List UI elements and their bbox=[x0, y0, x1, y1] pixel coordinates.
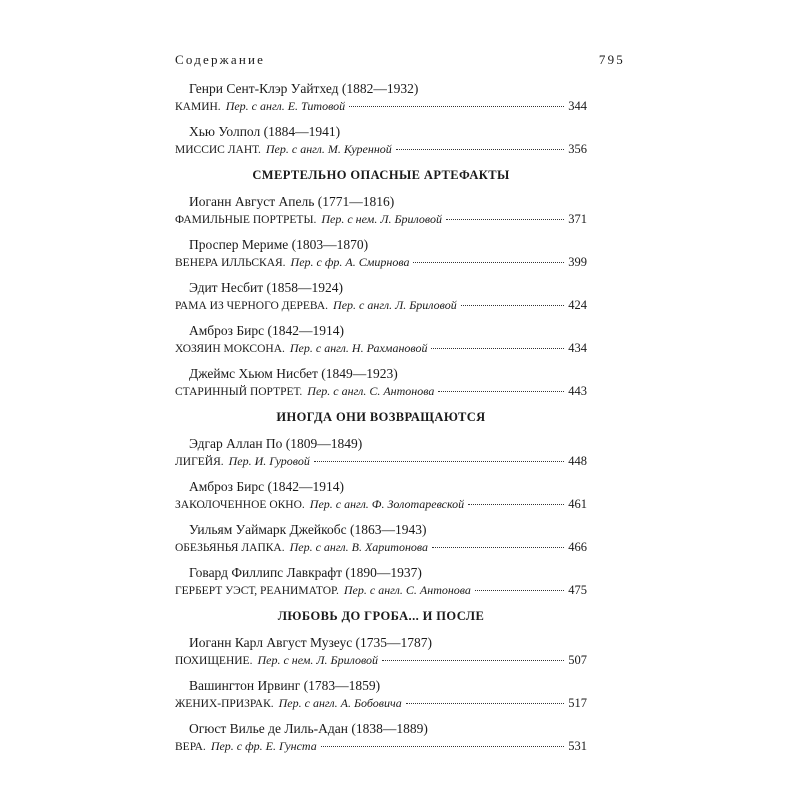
work-title: ЗАКОЛОЧЕННОЕ ОКНО. bbox=[175, 499, 305, 511]
work-line bbox=[175, 340, 587, 358]
dot-leader bbox=[321, 746, 565, 747]
toc-entry bbox=[175, 478, 587, 514]
work-line bbox=[175, 539, 587, 557]
section-heading: СМЕРТЕЛЬНО ОПАСНЫЕ АРТЕФАКТЫ bbox=[252, 168, 510, 182]
translator-credit: Пер. с англ. Е. Титовой bbox=[225, 99, 346, 113]
author-name: Джеймс Хьюм Нисбет (1849—1923) bbox=[189, 366, 398, 381]
author-name: Огюст Вилье де Лиль-Адан (1838—1889) bbox=[189, 721, 428, 736]
dot-leader bbox=[461, 305, 565, 306]
work-page-number: 371 bbox=[568, 212, 587, 226]
translator-credit: Пер. с англ. Ф. Золотаревской bbox=[309, 497, 465, 511]
translator-credit: Пер. с англ. Н. Рахмановой bbox=[289, 341, 428, 355]
work-line bbox=[175, 141, 587, 159]
work-line bbox=[175, 254, 587, 272]
dot-leader bbox=[432, 547, 564, 548]
dot-leader bbox=[406, 703, 565, 704]
author-name: Говард Филлипс Лавкрафт (1890—1937) bbox=[189, 565, 422, 580]
work-title: РАМА ИЗ ЧЕРНОГО ДЕРЕВА. bbox=[175, 300, 329, 312]
work-line bbox=[175, 652, 587, 670]
translator-credit: Пер. с англ. М. Куренной bbox=[265, 142, 392, 156]
translator-credit: Пер. с нем. Л. Бриловой bbox=[321, 212, 442, 226]
work-title: ПОХИЩЕНИЕ. bbox=[175, 655, 253, 667]
work-page-number: 344 bbox=[568, 99, 587, 113]
author-name: Амброз Бирс (1842—1914) bbox=[189, 479, 344, 494]
translator-credit: Пер. с англ. С. Антонова bbox=[343, 583, 471, 597]
work-page-number: 434 bbox=[568, 341, 587, 355]
author-name: Амброз Бирс (1842—1914) bbox=[189, 323, 344, 338]
work-line bbox=[175, 453, 587, 471]
toc-entry bbox=[175, 435, 587, 471]
work-page-number: 461 bbox=[568, 497, 587, 511]
dot-leader bbox=[413, 262, 564, 263]
dot-leader bbox=[349, 106, 564, 107]
toc-entry bbox=[175, 123, 587, 159]
work-title: ФАМИЛЬНЫЕ ПОРТРЕТЫ. bbox=[175, 214, 317, 226]
work-page-number: 424 bbox=[568, 298, 587, 312]
author-name: Проспер Мериме (1803—1870) bbox=[189, 237, 369, 252]
work-page-number: 475 bbox=[568, 583, 587, 597]
table-of-contents bbox=[175, 80, 587, 763]
work-line bbox=[175, 695, 587, 713]
author-name: Иоганн Карл Август Музеус (1735—1787) bbox=[189, 635, 433, 650]
author-name: Иоганн Август Апель (1771—1816) bbox=[189, 194, 395, 209]
translator-credit: Пер. с англ. Л. Бриловой bbox=[333, 298, 457, 312]
author-name: Хью Уолпол (1884—1941) bbox=[189, 124, 341, 139]
toc-entry bbox=[175, 521, 587, 557]
author-name: Эдит Несбит (1858—1924) bbox=[189, 280, 344, 295]
work-line bbox=[175, 496, 587, 514]
author-name: Вашингтон Ирвинг (1783—1859) bbox=[189, 678, 381, 693]
author-name: Эдгар Аллан По (1809—1849) bbox=[189, 436, 363, 451]
work-title: ХОЗЯИН МОКСОНА. bbox=[175, 343, 285, 355]
running-head bbox=[175, 52, 625, 68]
page-number: 795 bbox=[598, 52, 625, 67]
dot-leader bbox=[314, 461, 564, 462]
work-title: СТАРИННЫЙ ПОРТРЕТ. bbox=[175, 386, 303, 398]
work-page-number: 399 bbox=[568, 255, 587, 269]
section-heading: ЛЮБОВЬ ДО ГРОБА... И ПОСЛЕ bbox=[277, 609, 485, 623]
work-title: ЛИГЕЙЯ. bbox=[175, 456, 224, 468]
toc-entry bbox=[175, 193, 587, 229]
work-title: ВЕНЕРА ИЛЛЬСКАЯ. bbox=[175, 257, 286, 269]
running-head-title: Содержание bbox=[175, 52, 266, 67]
section-heading: ИНОГДА ОНИ ВОЗВРАЩАЮТСЯ bbox=[276, 410, 486, 424]
translator-credit: Пер. с фр. А. Смирнова bbox=[290, 255, 410, 269]
translator-credit: Пер. с англ. В. Харитонова bbox=[289, 540, 429, 554]
work-title: ОБЕЗЬЯНЬЯ ЛАПКА. bbox=[175, 542, 285, 554]
toc-entry bbox=[175, 236, 587, 272]
dot-leader bbox=[431, 348, 564, 349]
work-line bbox=[175, 297, 587, 315]
work-line bbox=[175, 211, 587, 229]
work-line bbox=[175, 738, 587, 756]
toc-entry bbox=[175, 279, 587, 315]
translator-credit: Пер. с англ. А. Бобовича bbox=[278, 696, 402, 710]
work-title: КАМИН. bbox=[175, 101, 221, 113]
work-page-number: 507 bbox=[568, 653, 587, 667]
work-title: ГЕРБЕРТ УЭСТ, РЕАНИМАТОР. bbox=[175, 585, 339, 597]
dot-leader bbox=[468, 504, 564, 505]
toc-entry bbox=[175, 564, 587, 600]
translator-credit: Пер. с англ. С. Антонова bbox=[307, 384, 435, 398]
work-title: ВЕРА. bbox=[175, 741, 206, 753]
work-page-number: 356 bbox=[568, 142, 587, 156]
work-page-number: 517 bbox=[568, 696, 587, 710]
work-page-number: 448 bbox=[568, 454, 587, 468]
toc-entry bbox=[175, 677, 587, 713]
work-page-number: 466 bbox=[568, 540, 587, 554]
translator-credit: Пер. И. Гуровой bbox=[228, 454, 310, 468]
work-line bbox=[175, 383, 587, 401]
translator-credit: Пер. с фр. Е. Гунста bbox=[210, 739, 317, 753]
work-title: МИССИС ЛАНТ. bbox=[175, 144, 261, 156]
dot-leader bbox=[446, 219, 564, 220]
author-name: Уильям Уаймарк Джейкобс (1863—1943) bbox=[189, 522, 427, 537]
author-name: Генри Сент-Клэр Уайтхед (1882—1932) bbox=[189, 81, 419, 96]
translator-credit: Пер. с нем. Л. Бриловой bbox=[257, 653, 379, 667]
work-line bbox=[175, 98, 587, 116]
dot-leader bbox=[438, 391, 564, 392]
work-page-number: 531 bbox=[568, 739, 587, 753]
toc-entry bbox=[175, 720, 587, 756]
work-page-number: 443 bbox=[568, 384, 587, 398]
toc-entry bbox=[175, 365, 587, 401]
toc-entry bbox=[175, 322, 587, 358]
dot-leader bbox=[396, 149, 564, 150]
work-title: ЖЕНИХ-ПРИЗРАК. bbox=[175, 698, 274, 710]
work-line bbox=[175, 582, 587, 600]
toc-entry bbox=[175, 634, 587, 670]
dot-leader bbox=[382, 660, 564, 661]
dot-leader bbox=[475, 590, 564, 591]
toc-entry bbox=[175, 80, 587, 116]
